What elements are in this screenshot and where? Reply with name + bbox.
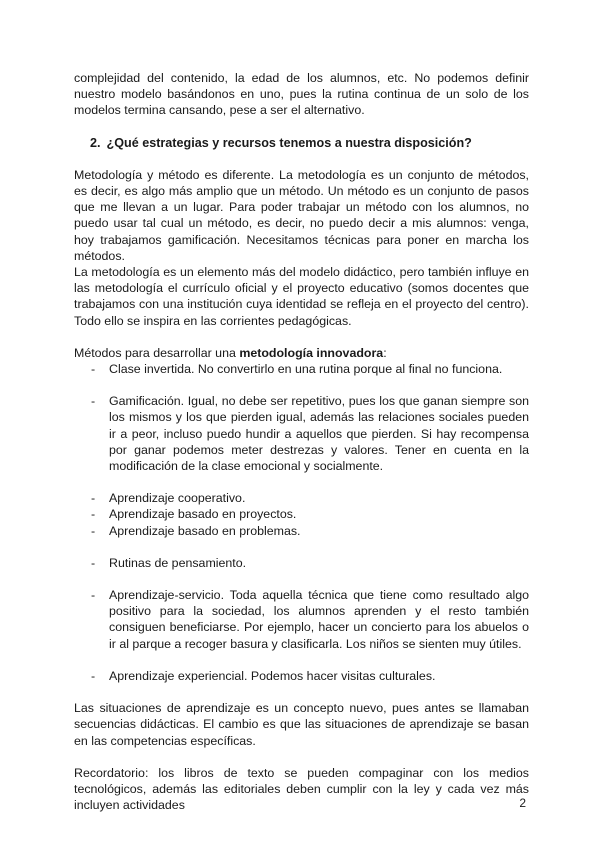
- list-item-cooperativo: - Aprendizaje cooperativo.: [74, 490, 529, 506]
- list-item-experiencial: - Aprendizaje experiencial. Podemos hacer visitas culturales.: [74, 668, 529, 684]
- methods-list: [74, 361, 529, 684]
- methods-intro-emphasis: metodología innovadora: [239, 345, 384, 360]
- page-number: 2: [519, 796, 526, 810]
- list-item-servicio: - Aprendizaje-servicio. Toda aquella técnica que tiene como resultado algo positivo para la sociedad, los alumnos aprenden y el resto también consiguen beneficiarse. Por ejemplo, hacer un concierto para los abuelos o ir al parque a recoger basura y clasificarla. Los niños se sienten muy útiles.: [74, 587, 529, 652]
- methods-intro: [74, 345, 529, 361]
- methods-intro-suffix: :: [383, 345, 387, 360]
- recordatorio-paragraph: Recordatorio: los libros de texto se pueden compaginar con los medios tecnológicos, además las editoriales deben cumplir con la ley y cada vez más incluyen actividades: [74, 765, 529, 813]
- methodology-paragraph: Metodología y método es diferente. La metodología es un conjunto de métodos, es decir, es algo más amplio que un método. Un método es un conjunto de pasos que me llevan a un lugar. Para poder trabajar un método con los alumnos, no puedo usar tal cual un método, es decir, no puedo decir a mis alumnos: venga, hoy trabajamos gamificación. Necesitamos técnicas para poner en marcha los métodos.: [74, 167, 529, 263]
- list-item-proyectos: - Aprendizaje basado en proyectos.: [74, 506, 529, 522]
- section-heading: [74, 135, 529, 151]
- section-number: 2.: [90, 135, 101, 150]
- intro-continuation-paragraph: complejidad del contenido, la edad de los alumnos, etc. No podemos definir nuestro modelo basándonos en uno, pues la rutina continua de un solo de los modelos termina cansando, pese a ser el alternativo.: [74, 71, 529, 118]
- page-content: [74, 70, 529, 813]
- list-item-problemas: - Aprendizaje basado en problemas.: [74, 523, 529, 539]
- list-item-rutinas: - Rutinas de pensamiento.: [74, 555, 529, 571]
- list-item-gamificacion: - Gamificación. Igual, no debe ser repetitivo, pues los que ganan siempre son los mismos y los que pierden igual, además las relaciones sociales pueden ir a peor, incluso puedo hundir a aquellos que pierden. Si hay recompensa por ganar podemos meter destrezas y valores. Tener en cuenta en la modificación de la clase emocional y socialmente.: [74, 393, 529, 474]
- spacer: [74, 151, 529, 167]
- didactic-model-paragraph: La metodología es un elemento más del modelo didáctico, pero también influye en las metodología el currículo oficial y el proyecto educativo (somos docentes que trabajamos con una institución cuya identidad se refleja en el proyecto del centro). Todo ello se inspira en las corrientes pedagógicas.: [74, 265, 529, 328]
- spacer: [74, 329, 529, 345]
- list-item-clase-invertida: - Clase invertida. No convertirlo en una rutina porque al final no funciona.: [74, 361, 529, 377]
- methods-intro-prefix: Métodos para desarrollar una: [74, 345, 240, 360]
- spacer: [74, 749, 529, 765]
- spacer: [74, 119, 529, 135]
- section-title: ¿Qué estrategias y recursos tenemos a nuestra disposición?: [106, 135, 472, 150]
- situaciones-paragraph: Las situaciones de aprendizaje es un concepto nuevo, pues antes se llamaban secuencias didácticas. El cambio es que las situaciones de aprendizaje se basan en las competencias específicas.: [74, 701, 529, 748]
